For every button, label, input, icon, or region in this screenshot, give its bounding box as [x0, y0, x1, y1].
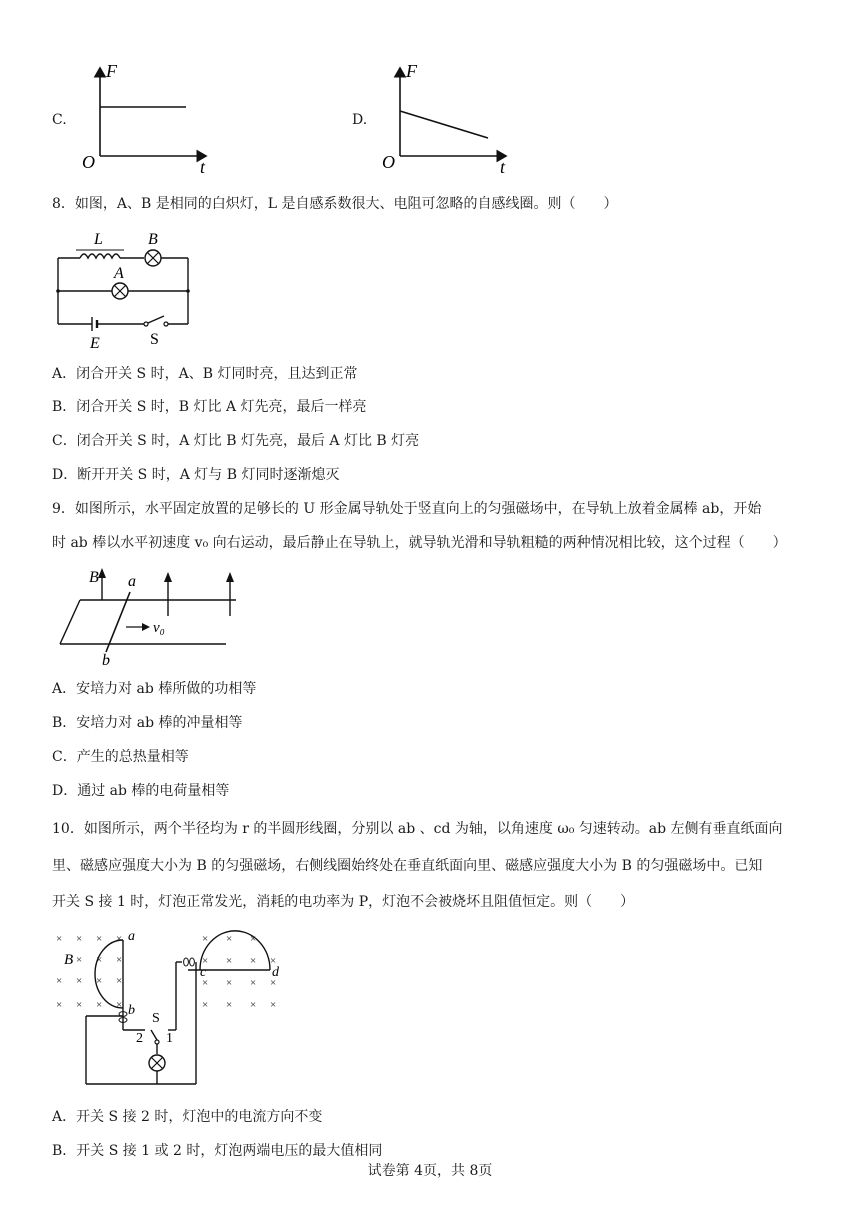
q10-stem-line2: 里、磁感应强度大小为 B 的匀强磁场，右侧线圈始终处在垂直纸面向里、磁感应强度大小为 B 的匀强磁场中。已知	[52, 858, 763, 874]
q10-stem-line1: 10．如图所示，两个半径均为 r 的半圆形线圈，分别以 ab 、cd 为轴，以角速度 ω₀ 匀速转动。ab 左侧有垂直纸面向	[52, 821, 783, 837]
inductor-coil	[80, 254, 120, 258]
label-a: A	[114, 265, 124, 282]
label-b: b	[128, 1003, 135, 1018]
svg-text:×: ×	[116, 999, 123, 1011]
label-c: c	[200, 965, 207, 980]
q10-option-b: B．开关 S 接 1 或 2 时，灯泡两端电压的最大值相同	[52, 1143, 383, 1159]
label-s: S	[150, 331, 159, 348]
q9-stem-line2: 时 ab 棒以水平初速度 v₀ 向右运动，最后静止在导轨上，就导轨光滑和导轨粗糙的两种情况相比较，这个过程（ ）	[52, 535, 787, 551]
svg-text:×: ×	[202, 933, 209, 945]
label-a: a	[128, 929, 135, 944]
label-s: S	[152, 1011, 160, 1026]
b-field-arrow-icon	[164, 572, 172, 616]
label-e: E	[90, 335, 100, 352]
coil-ab	[95, 940, 123, 1008]
label-a: a	[128, 573, 136, 590]
battery-icon	[92, 317, 97, 331]
magnetic-field-left	[56, 933, 122, 1011]
q9-stem-line1: 9．如图所示，水平固定放置的足够长的 U 形金属导轨处于竖直向上的匀强磁场中，在导轨上放着金属棒 ab，开始	[52, 501, 762, 517]
q8-option-c: C．闭合开关 S 时，A 灯比 B 灯先亮，最后 A 灯比 B 灯亮	[52, 433, 420, 449]
svg-text:×: ×	[226, 977, 233, 989]
svg-text:×: ×	[226, 999, 233, 1011]
lamp-icon	[149, 1055, 165, 1071]
graph-c	[76, 60, 216, 175]
svg-text:×: ×	[270, 999, 277, 1011]
magnetic-field-right	[202, 933, 276, 1011]
q10-coil-diagram	[50, 926, 290, 1090]
q10-stem-line3: 开关 S 接 1 时，灯泡正常发光，消耗的电功率为 P，灯泡不会被烧坏且阻值恒定。则（ ）	[52, 894, 635, 910]
velocity-arrow-icon	[126, 623, 150, 631]
svg-text:×: ×	[250, 999, 257, 1011]
svg-text:×: ×	[250, 977, 257, 989]
label-2: 2	[136, 1031, 143, 1046]
label-b: B	[148, 231, 158, 248]
lamp-a-icon	[112, 283, 128, 299]
svg-text:×: ×	[202, 955, 209, 967]
q8-option-d: D．断开开关 S 时，A 灯与 B 灯同时逐渐熄灭	[52, 467, 340, 483]
svg-text:×: ×	[250, 955, 257, 967]
q8-option-b: B．闭合开关 S 时，B 灯比 A 灯先亮，最后一样亮	[52, 399, 367, 415]
svg-text:×: ×	[76, 933, 83, 945]
svg-text:×: ×	[250, 933, 257, 945]
y-axis-label: F	[106, 61, 117, 81]
label-b-field: B	[64, 952, 74, 968]
svg-text:×: ×	[96, 954, 103, 966]
svg-text:×: ×	[270, 977, 277, 989]
svg-text:×: ×	[270, 955, 277, 967]
label-b: b	[102, 652, 110, 669]
rail-end	[60, 600, 80, 644]
switch-icon	[144, 316, 168, 326]
label-b-field: B	[89, 569, 99, 586]
svg-text:×: ×	[96, 999, 103, 1011]
graph-d	[376, 60, 516, 175]
x-axis-label: t	[500, 157, 506, 177]
lamp-b-icon	[145, 250, 161, 266]
label-v0: v₀	[153, 620, 165, 636]
label-l: L	[94, 231, 103, 248]
q9-option-c: C．产生的总热量相等	[52, 749, 189, 765]
svg-text:×: ×	[56, 933, 63, 945]
svg-text:×: ×	[96, 975, 103, 987]
svg-text:×: ×	[226, 955, 233, 967]
svg-text:×: ×	[226, 933, 233, 945]
q8-circuit-diagram	[52, 226, 202, 351]
b-field-arrow-icon	[226, 572, 234, 616]
label-d: d	[272, 965, 279, 980]
option-d-label: D.	[352, 112, 368, 128]
option-c-label: C.	[52, 112, 67, 128]
x-axis-label: t	[200, 157, 206, 177]
coil-cd	[200, 931, 270, 970]
q9-rail-diagram	[56, 566, 246, 670]
svg-text:×: ×	[202, 999, 209, 1011]
svg-text:×: ×	[116, 954, 123, 966]
label-1: 1	[166, 1031, 173, 1046]
svg-text:×: ×	[76, 999, 83, 1011]
q8-stem: 8．如图，A、B 是相同的白炽灯，L 是自感系数很大、电阻可忽略的自感线圈。则（ ）	[52, 196, 618, 212]
svg-text:×: ×	[76, 954, 83, 966]
rod-ab	[106, 592, 130, 652]
origin-label: O	[82, 152, 95, 172]
q9-option-a: A．安培力对 ab 棒所做的功相等	[52, 681, 257, 697]
q10-option-a: A．开关 S 接 2 时，灯泡中的电流方向不变	[52, 1109, 323, 1125]
q8-option-a: A．闭合开关 S 时，A、B 灯同时亮，且达到正常	[52, 366, 358, 382]
page-footer: 试卷第 4页，共 8页	[367, 1163, 493, 1179]
svg-text:×: ×	[56, 999, 63, 1011]
svg-text:×: ×	[202, 977, 209, 989]
svg-text:×: ×	[96, 933, 103, 945]
svg-text:×: ×	[116, 933, 123, 945]
force-line	[400, 111, 488, 138]
y-axis-label: F	[406, 61, 417, 81]
svg-text:×: ×	[116, 975, 123, 987]
switch-icon	[151, 1030, 159, 1054]
origin-label: O	[382, 152, 395, 172]
svg-text:×: ×	[76, 975, 83, 987]
q9-option-d: D．通过 ab 棒的电荷量相等	[52, 783, 230, 799]
svg-text:×: ×	[56, 975, 63, 987]
b-field-arrow-icon	[98, 568, 106, 600]
q9-option-b: B．安培力对 ab 棒的冲量相等	[52, 715, 243, 731]
